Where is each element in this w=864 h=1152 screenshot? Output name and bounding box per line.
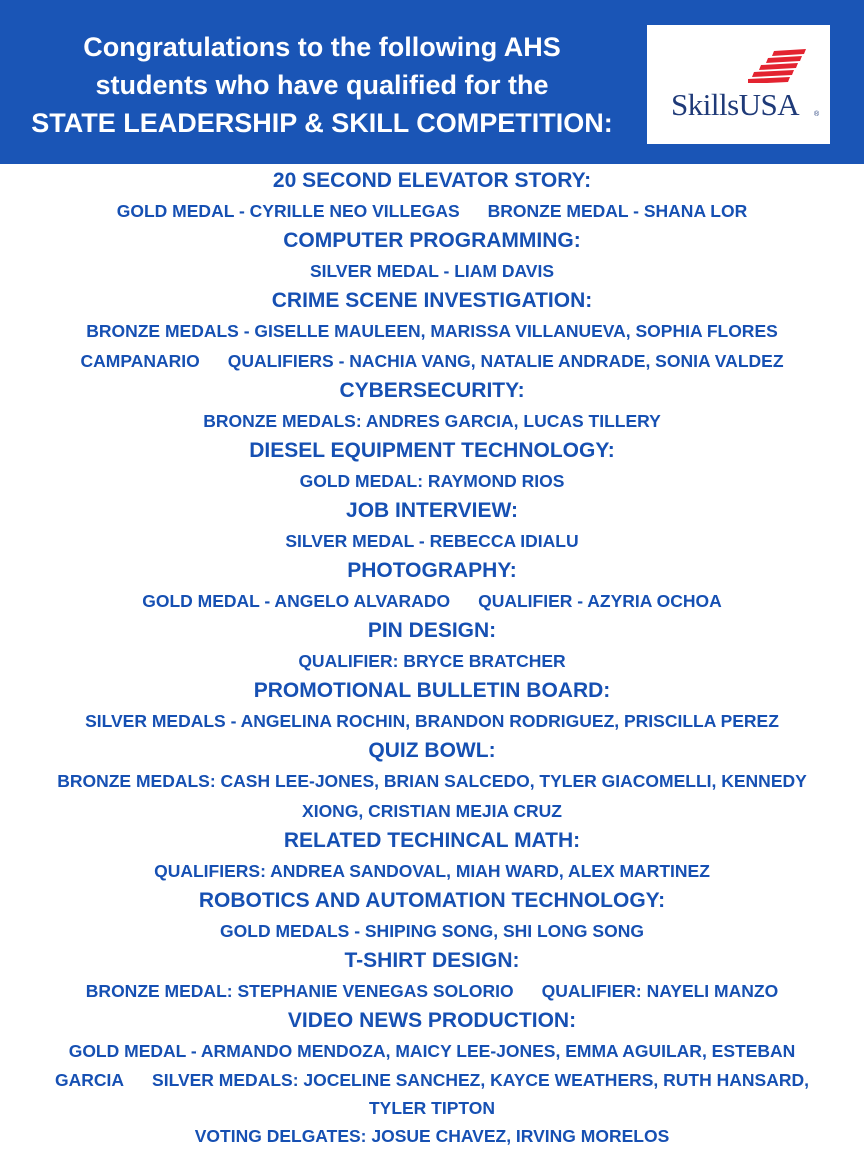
award-line (0, 1094, 864, 1122)
award-entry: QUALIFIER: BRYCE BRATCHER (298, 651, 566, 671)
award-entry: SILVER MEDAL - LIAM DAVIS (309, 261, 555, 281)
category-title: QUIZ BOWL: (368, 739, 496, 762)
category-title: CYBERSECURITY: (339, 379, 525, 402)
category-title: ROBOTICS AND AUTOMATION TECHNOLOGY: (198, 889, 666, 912)
award-line (0, 256, 864, 286)
award-line (0, 406, 864, 436)
award-line (0, 1036, 864, 1066)
award-line (0, 766, 864, 796)
award-entry: SILVER MEDALS: JOCELINE SANCHEZ, KAYCE WEATHERS, RUTH HANSARD, (152, 1070, 809, 1090)
award-line (0, 646, 864, 676)
header-banner (0, 0, 864, 164)
category-title: JOB INTERVIEW: (346, 499, 518, 522)
award-line (0, 976, 864, 1006)
award-entry: SILVER MEDALS - ANGELINA ROCHIN, BRANDON RODRIGUEZ, PRISCILLA PEREZ (85, 711, 779, 731)
award-line (0, 916, 864, 946)
category-title: T-SHIRT DESIGN: (344, 949, 520, 972)
category-title: RELATED TECHINCAL MATH: (283, 829, 581, 852)
award-entry: GOLD MEDAL - ANGELO ALVARADO (142, 591, 451, 611)
award-entry: CAMPANARIO (80, 351, 200, 371)
award-line (0, 586, 864, 616)
qualifiers-list (0, 166, 864, 1150)
award-line (0, 466, 864, 496)
award-entry: GOLD MEDAL: RAYMOND RIOS (299, 471, 565, 491)
award-entry: BRONZE MEDAL: STEPHANIE VENEGAS SOLORIO (85, 981, 514, 1001)
registered-mark: ® (814, 111, 820, 118)
category-title: DIESEL EQUIPMENT TECHNOLOGY: (249, 439, 615, 462)
category-title: COMPUTER PROGRAMMING: (283, 229, 581, 252)
category-title: CRIME SCENE INVESTIGATION: (271, 289, 593, 312)
heading-line: Congratulations to the following AHS (83, 32, 561, 62)
award-line (0, 1122, 864, 1150)
award-entry: XIONG, CRISTIAN MEJIA CRUZ (302, 801, 562, 821)
award-entry: GARCIA (55, 1070, 125, 1090)
award-entry: GOLD MEDALS - SHIPING SONG, SHI LONG SONG (220, 921, 644, 941)
award-line (0, 1066, 864, 1094)
award-entry: QUALIFIERS: ANDREA SANDOVAL, MIAH WARD, ALEX MARTINEZ (154, 861, 710, 881)
award-entry: QUALIFIERS - NACHIA VANG, NATALIE ANDRADE, SONIA VALDEZ (227, 351, 784, 371)
category-title: PROMOTIONAL BULLETIN BOARD: (253, 679, 611, 702)
award-line (0, 796, 864, 826)
award-line (0, 526, 864, 556)
award-entry: BRONZE MEDALS: ANDRES GARCIA, LUCAS TILLERY (203, 411, 661, 431)
award-line (0, 856, 864, 886)
award-entry: SILVER MEDAL - REBECCA IDIALU (285, 531, 579, 551)
skillsusa-logo (647, 25, 830, 144)
award-entry: VOTING DELGATES: JOSUE CHAVEZ, IRVING MORELOS (194, 1126, 670, 1146)
award-line (0, 196, 864, 226)
logo-wordmark: SkillsUSA (671, 87, 800, 122)
award-entry: GOLD MEDAL - CYRILLE NEO VILLEGAS (116, 201, 460, 221)
award-entry: BRONZE MEDAL - SHANA LOR (487, 201, 748, 221)
heading-line: STATE LEADERSHIP & SKILL COMPETITION: (31, 108, 613, 138)
heading-line: students who have qualified for the (95, 70, 549, 100)
category-title: PIN DESIGN: (367, 619, 497, 642)
award-line (0, 316, 864, 346)
award-entry: GOLD MEDAL - ARMANDO MENDOZA, MAICY LEE-JONES, EMMA AGUILAR, ESTEBAN (68, 1041, 796, 1061)
congratulations-heading (0, 28, 644, 142)
award-entry: TYLER TIPTON (368, 1098, 496, 1118)
award-entry: BRONZE MEDALS: CASH LEE-JONES, BRIAN SALCEDO, TYLER GIACOMELLI, KENNEDY (57, 771, 807, 791)
category-title: 20 SECOND ELEVATOR STORY: (272, 169, 592, 192)
category-title: PHOTOGRAPHY: (347, 559, 517, 582)
flag-stripes-icon (748, 49, 806, 83)
award-entry: QUALIFIER - AZYRIA OCHOA (478, 591, 722, 611)
award-line (0, 346, 864, 376)
category-title: VIDEO NEWS PRODUCTION: (287, 1009, 577, 1032)
award-entry: BRONZE MEDALS - GISELLE MAULEEN, MARISSA VILLANUEVA, SOPHIA FLORES (86, 321, 778, 341)
award-line (0, 706, 864, 736)
award-entry: QUALIFIER: NAYELI MANZO (541, 981, 779, 1001)
